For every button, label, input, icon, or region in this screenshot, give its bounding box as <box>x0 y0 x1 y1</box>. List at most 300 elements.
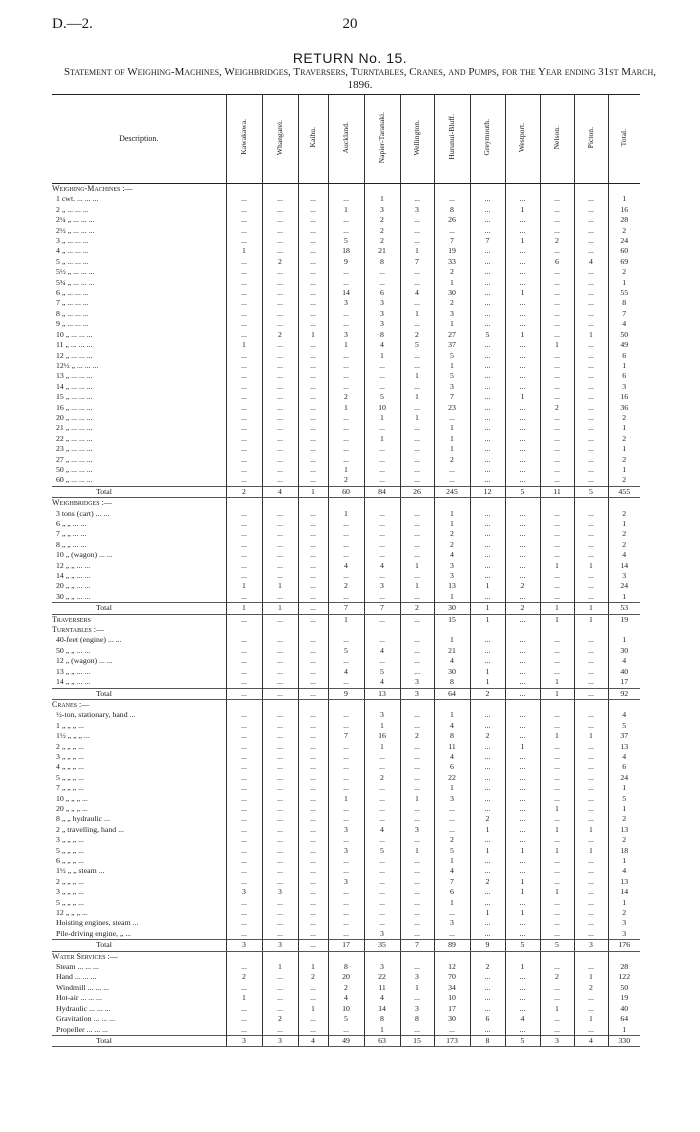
row-total-cell: 3 <box>608 929 640 940</box>
row-description: Hot-air ... ... ... <box>56 993 102 1003</box>
station-count-cell: 14 <box>328 288 364 298</box>
station-count-cell: ... <box>540 529 574 539</box>
row-description: 8 „ „ ... ... <box>56 539 87 549</box>
station-count-cell: 2 <box>470 731 505 741</box>
station-count-cell: ... <box>364 278 400 288</box>
column-header-label: Auckland. <box>340 121 350 153</box>
station-count-cell <box>298 699 328 710</box>
table-row <box>52 236 640 246</box>
table-row <box>52 465 640 475</box>
station-count-cell: ... <box>262 413 298 423</box>
station-count-cell: ... <box>226 434 262 444</box>
statement-table-container <box>52 94 640 1047</box>
station-count-cell <box>470 498 505 509</box>
station-count-cell: 1 <box>470 603 505 614</box>
table-row <box>52 561 640 571</box>
station-count-cell: ... <box>434 226 470 236</box>
station-count-cell: 1 <box>364 351 400 361</box>
row-description: 13 „ ... ... ... <box>56 371 93 381</box>
table-row <box>52 731 640 741</box>
table-row <box>52 434 640 444</box>
station-count-cell: ... <box>574 742 608 752</box>
station-count-cell: ... <box>400 382 434 392</box>
row-total-cell: 2 <box>608 835 640 845</box>
station-count-cell: ... <box>328 752 364 762</box>
return-title: RETURN No. 15. <box>292 50 408 66</box>
row-total-cell: 13 <box>608 877 640 887</box>
station-count-cell: ... <box>298 721 328 731</box>
station-count-cell: 13 <box>364 688 400 699</box>
row-total-cell: 24 <box>608 236 640 246</box>
station-count-cell: 3 <box>364 962 400 972</box>
station-count-cell: ... <box>470 656 505 666</box>
station-count-cell: ... <box>364 371 400 381</box>
station-count-cell: 3 <box>364 929 400 940</box>
station-count-cell: 84 <box>364 486 400 497</box>
station-count-cell: ... <box>470 762 505 772</box>
station-count-cell: ... <box>400 226 434 236</box>
station-count-cell: ... <box>364 814 400 824</box>
station-count-cell: ... <box>470 856 505 866</box>
station-count-cell: ... <box>470 835 505 845</box>
table-row <box>52 455 640 465</box>
row-description: 8 „ „ hydraulic ... <box>56 814 110 824</box>
total-row <box>52 603 640 614</box>
row-total-cell: 18 <box>608 846 640 856</box>
station-count-cell: ... <box>298 423 328 433</box>
station-count-cell <box>574 184 608 195</box>
station-count-cell <box>540 951 574 962</box>
station-count-cell: 6 <box>434 887 470 897</box>
station-count-cell: 33 <box>434 257 470 267</box>
station-count-cell: ... <box>262 246 298 256</box>
station-count-cell: ... <box>262 752 298 762</box>
station-count-cell: 1 <box>262 962 298 972</box>
station-count-cell: ... <box>262 877 298 887</box>
station-count-cell: ... <box>574 226 608 236</box>
station-count-cell: ... <box>328 371 364 381</box>
station-count-cell: ... <box>226 267 262 277</box>
table-row <box>52 403 640 413</box>
station-count-cell: 1 <box>434 635 470 645</box>
station-count-cell: ... <box>470 804 505 814</box>
station-count-cell: ... <box>470 773 505 783</box>
station-count-cell: ... <box>574 278 608 288</box>
station-count-cell: 7 <box>470 236 505 246</box>
station-count-cell <box>298 184 328 195</box>
station-count-cell: ... <box>364 783 400 793</box>
station-count-cell: ... <box>400 667 434 677</box>
station-count-cell: 1 <box>400 392 434 402</box>
station-count-cell: ... <box>262 646 298 656</box>
station-count-cell: ... <box>434 908 470 918</box>
station-count-cell: ... <box>400 635 434 645</box>
station-count-cell: 10 <box>434 993 470 1003</box>
station-count-cell: 1 <box>434 710 470 720</box>
station-count-cell: 4 <box>400 288 434 298</box>
row-total-cell: 14 <box>608 887 640 897</box>
station-count-cell: ... <box>540 983 574 993</box>
station-count-cell: 2 <box>470 877 505 887</box>
station-count-cell: ... <box>505 444 540 454</box>
table-row <box>52 475 640 486</box>
station-count-cell: ... <box>226 475 262 486</box>
station-count-cell: ... <box>505 667 540 677</box>
station-count-cell: 20 <box>328 972 364 982</box>
row-description: 6 „ „ „ ... <box>56 856 84 865</box>
station-count-cell: ... <box>574 877 608 887</box>
station-count-cell: ... <box>400 351 434 361</box>
station-count-cell: ... <box>470 455 505 465</box>
station-count-cell: 3 <box>226 1035 262 1046</box>
station-count-cell: 21 <box>434 646 470 656</box>
station-count-cell: ... <box>298 993 328 1003</box>
station-count-cell: ... <box>540 215 574 225</box>
station-count-cell: ... <box>400 752 434 762</box>
station-count-cell: ... <box>298 529 328 539</box>
row-description: 4 „ ... ... ... <box>56 246 89 256</box>
station-count-cell: ... <box>505 561 540 571</box>
station-count-cell: ... <box>298 983 328 993</box>
station-count-cell: ... <box>226 236 262 246</box>
station-count-cell: ... <box>470 561 505 571</box>
station-count-cell: ... <box>505 646 540 656</box>
table-row <box>52 866 640 876</box>
row-description: 8 „ ... ... ... <box>56 308 89 318</box>
station-count-cell: 1 <box>505 392 540 402</box>
station-count-cell: ... <box>574 866 608 876</box>
row-description: 7 „ „ ... ... <box>56 529 87 539</box>
station-count-cell: ... <box>262 825 298 835</box>
station-count-cell: 2 <box>400 603 434 614</box>
row-description: 7 „ ... ... ... <box>56 298 89 308</box>
station-count-cell: ... <box>298 783 328 793</box>
station-count-cell: 6 <box>470 1014 505 1024</box>
station-count-cell <box>505 498 540 509</box>
station-count-cell <box>540 625 574 635</box>
row-description: 6 „ „ ... ... <box>56 519 87 528</box>
station-count-cell: 1 <box>505 288 540 298</box>
station-count-cell: ... <box>470 972 505 982</box>
station-count-cell: ... <box>226 1004 262 1014</box>
station-count-cell: ... <box>226 592 262 603</box>
station-count-cell: ... <box>400 877 434 887</box>
station-count-cell: ... <box>574 298 608 308</box>
station-count-cell: 4 <box>262 486 298 497</box>
station-count-cell: 1 <box>400 794 434 804</box>
station-count-cell: ... <box>298 762 328 772</box>
station-count-cell: ... <box>298 550 328 560</box>
station-count-cell <box>400 951 434 962</box>
station-count-cell: ... <box>364 519 400 529</box>
station-count-cell: 1 <box>328 614 364 625</box>
station-count-cell: ... <box>470 571 505 581</box>
row-total-cell: 1 <box>608 361 640 371</box>
station-count-cell: ... <box>470 351 505 361</box>
station-count-cell: ... <box>540 656 574 666</box>
station-count-cell: ... <box>262 319 298 329</box>
table-row <box>52 1004 640 1014</box>
station-count-cell: ... <box>364 550 400 560</box>
station-count-cell <box>400 625 434 635</box>
station-count-cell: 10 <box>328 1004 364 1014</box>
row-total-cell: 2 <box>608 413 640 423</box>
station-count-cell: 1 <box>434 423 470 433</box>
station-count-cell: ... <box>470 205 505 215</box>
station-count-cell: ... <box>364 444 400 454</box>
station-count-cell: ... <box>540 742 574 752</box>
station-count-cell: ... <box>298 656 328 666</box>
row-total-cell: 176 <box>608 940 640 951</box>
station-count-cell: ... <box>470 340 505 350</box>
station-count-cell: ... <box>434 814 470 824</box>
station-count-cell: 1 <box>226 581 262 591</box>
table-row <box>52 519 640 529</box>
row-total-cell: 1 <box>608 465 640 475</box>
table-row <box>52 877 640 887</box>
row-total-cell: 36 <box>608 403 640 413</box>
row-total-cell: 2 <box>608 529 640 539</box>
station-count-cell: ... <box>434 804 470 814</box>
station-count-cell: ... <box>540 550 574 560</box>
station-count-cell: ... <box>540 226 574 236</box>
table-row <box>52 908 640 918</box>
station-count-cell: ... <box>574 455 608 465</box>
station-count-cell: ... <box>298 835 328 845</box>
station-count-cell: ... <box>400 710 434 720</box>
station-count-cell: ... <box>262 403 298 413</box>
section-row <box>52 699 640 710</box>
station-count-cell: 1 <box>470 667 505 677</box>
station-count-cell: 37 <box>434 340 470 350</box>
station-count-cell: ... <box>226 762 262 772</box>
station-count-cell: ... <box>540 592 574 603</box>
station-count-cell: ... <box>574 856 608 866</box>
station-count-cell: 1 <box>226 993 262 1003</box>
station-count-cell: ... <box>328 434 364 444</box>
table-row <box>52 371 640 381</box>
column-header-label: Kawakawa. <box>238 119 248 156</box>
station-count-cell: ... <box>505 814 540 824</box>
station-count-cell: ... <box>470 540 505 550</box>
row-description: Hydraulic ... ... ... <box>56 1003 111 1013</box>
row-description: 3 tons (cart) ... ... <box>56 508 110 518</box>
row-description: Hoisting engines, steam ... <box>56 918 139 928</box>
row-description: 2 „ ... ... ... <box>56 204 89 214</box>
row-description: 6 „ ... ... ... <box>56 288 89 298</box>
row-total-cell: 92 <box>608 688 640 699</box>
station-count-cell: ... <box>226 371 262 381</box>
station-count-cell: ... <box>298 298 328 308</box>
station-count-cell: ... <box>262 993 298 1003</box>
station-count-cell: ... <box>298 592 328 603</box>
station-count-cell: ... <box>298 455 328 465</box>
station-count-cell: 1 <box>434 509 470 519</box>
station-count-cell: ... <box>298 856 328 866</box>
station-count-cell: ... <box>226 226 262 236</box>
station-count-cell: 5 <box>364 846 400 856</box>
station-count-cell: ... <box>400 962 434 972</box>
station-count-cell: 1 <box>574 561 608 571</box>
station-count-cell: 3 <box>434 309 470 319</box>
table-row <box>52 972 640 982</box>
station-count-cell: 1 <box>400 561 434 571</box>
station-count-cell: 64 <box>434 688 470 699</box>
row-description: 1½ „ „ „ ... <box>56 731 90 741</box>
station-count-cell: ... <box>400 278 434 288</box>
station-count-cell: 4 <box>434 752 470 762</box>
statement-table <box>52 95 640 1047</box>
station-count-cell: ... <box>400 856 434 866</box>
station-count-cell: ... <box>505 856 540 866</box>
row-description: 50 „ ... ... ... <box>56 464 93 474</box>
station-count-cell: ... <box>505 278 540 288</box>
station-count-cell: ... <box>226 825 262 835</box>
station-count-cell: 8 <box>434 731 470 741</box>
station-count-cell: ... <box>470 298 505 308</box>
station-count-cell: ... <box>540 455 574 465</box>
station-count-cell: 2 <box>434 835 470 845</box>
station-count-cell: ... <box>400 444 434 454</box>
station-count-cell <box>226 498 262 509</box>
station-count-cell: ... <box>540 835 574 845</box>
station-count-cell: ... <box>226 742 262 752</box>
station-count-cell: 1 <box>505 236 540 246</box>
row-total-cell: 28 <box>608 215 640 225</box>
station-count-cell: ... <box>364 656 400 666</box>
station-count-cell: ... <box>262 309 298 319</box>
station-count-cell: ... <box>505 825 540 835</box>
station-count-cell: ... <box>574 540 608 550</box>
station-count-cell: 3 <box>540 1035 574 1046</box>
station-count-cell: ... <box>434 465 470 475</box>
station-count-cell: 13 <box>434 581 470 591</box>
station-count-cell: 9 <box>470 940 505 951</box>
row-description: 5 „ „ „ ... <box>56 897 84 907</box>
station-count-cell: ... <box>226 257 262 267</box>
station-count-cell: 4 <box>574 257 608 267</box>
station-count-cell: ... <box>328 677 364 688</box>
station-count-cell: ... <box>540 475 574 486</box>
station-count-cell: 60 <box>328 486 364 497</box>
station-count-cell: 1 <box>470 908 505 918</box>
station-count-cell: ... <box>298 205 328 215</box>
station-count-cell: ... <box>226 783 262 793</box>
row-description: Cranes :— <box>52 699 90 709</box>
station-count-cell: ... <box>328 194 364 204</box>
station-count-cell: 1 <box>434 898 470 908</box>
station-count-cell: 1 <box>364 1025 400 1036</box>
row-description: Traversers <box>52 614 91 624</box>
row-description: 2½ „ ... ... ... <box>56 225 95 235</box>
station-count-cell: 3 <box>328 846 364 856</box>
station-count-cell: ... <box>262 278 298 288</box>
station-count-cell: ... <box>364 752 400 762</box>
table-row <box>52 898 640 908</box>
station-count-cell: 2 <box>328 983 364 993</box>
station-count-cell: ... <box>298 866 328 876</box>
station-count-cell: 3 <box>364 710 400 720</box>
station-count-cell: ... <box>328 710 364 720</box>
station-count-cell: ... <box>540 721 574 731</box>
station-count-cell: ... <box>574 571 608 581</box>
section-row <box>52 951 640 962</box>
table-row <box>52 444 640 454</box>
row-description: 15 „ ... ... ... <box>56 392 93 402</box>
station-count-cell: ... <box>400 361 434 371</box>
station-count-cell: ... <box>505 993 540 1003</box>
station-count-cell: ... <box>262 434 298 444</box>
station-count-cell: 21 <box>364 246 400 256</box>
station-count-cell: ... <box>540 856 574 866</box>
station-count-cell: ... <box>298 434 328 444</box>
row-total-cell: 2 <box>608 540 640 550</box>
station-count-cell: ... <box>298 509 328 519</box>
station-count-cell <box>470 184 505 195</box>
station-count-cell: 1 <box>505 962 540 972</box>
row-total-cell: 19 <box>608 614 640 625</box>
station-count-cell: ... <box>540 246 574 256</box>
station-count-cell: ... <box>574 962 608 972</box>
station-count-cell: ... <box>574 529 608 539</box>
station-count-cell: ... <box>328 1025 364 1036</box>
column-header-station <box>262 95 298 184</box>
station-count-cell: ... <box>505 918 540 928</box>
station-count-cell <box>364 498 400 509</box>
station-count-cell: 4 <box>505 1014 540 1024</box>
station-count-cell: ... <box>470 509 505 519</box>
station-count-cell: 1 <box>434 519 470 529</box>
station-count-cell: 3 <box>262 940 298 951</box>
station-count-cell: ... <box>470 413 505 423</box>
table-row <box>52 635 640 645</box>
station-count-cell: ... <box>262 550 298 560</box>
station-count-cell: ... <box>540 519 574 529</box>
station-count-cell: 26 <box>434 215 470 225</box>
station-count-cell: ... <box>574 721 608 731</box>
station-count-cell: 30 <box>434 667 470 677</box>
station-count-cell: 3 <box>226 887 262 897</box>
station-count-cell: 8 <box>400 1014 434 1024</box>
table-row <box>52 215 640 225</box>
row-description: 23 „ ... ... ... <box>56 444 93 454</box>
station-count-cell: 1 <box>400 246 434 256</box>
station-count-cell: ... <box>574 688 608 699</box>
station-count-cell: ... <box>226 804 262 814</box>
station-count-cell: ... <box>470 929 505 940</box>
table-row <box>52 288 640 298</box>
station-count-cell: ... <box>364 361 400 371</box>
station-count-cell: ... <box>505 762 540 772</box>
station-count-cell: ... <box>400 571 434 581</box>
station-count-cell: 4 <box>328 561 364 571</box>
station-count-cell: ... <box>226 423 262 433</box>
station-count-cell: ... <box>540 794 574 804</box>
row-total-cell: 40 <box>608 1004 640 1014</box>
station-count-cell <box>505 951 540 962</box>
station-count-cell: 3 <box>400 1004 434 1014</box>
row-description: 9 „ ... ... ... <box>56 319 89 329</box>
station-count-cell: 2 <box>540 972 574 982</box>
station-count-cell: 4 <box>364 561 400 571</box>
station-count-cell: ... <box>574 1004 608 1014</box>
station-count-cell: 1 <box>505 205 540 215</box>
station-count-cell: 1 <box>434 444 470 454</box>
station-count-cell: ... <box>298 646 328 656</box>
row-description: 3 „ „ „ ... <box>56 835 84 845</box>
station-count-cell: 4 <box>434 721 470 731</box>
station-count-cell: ... <box>298 1014 328 1024</box>
